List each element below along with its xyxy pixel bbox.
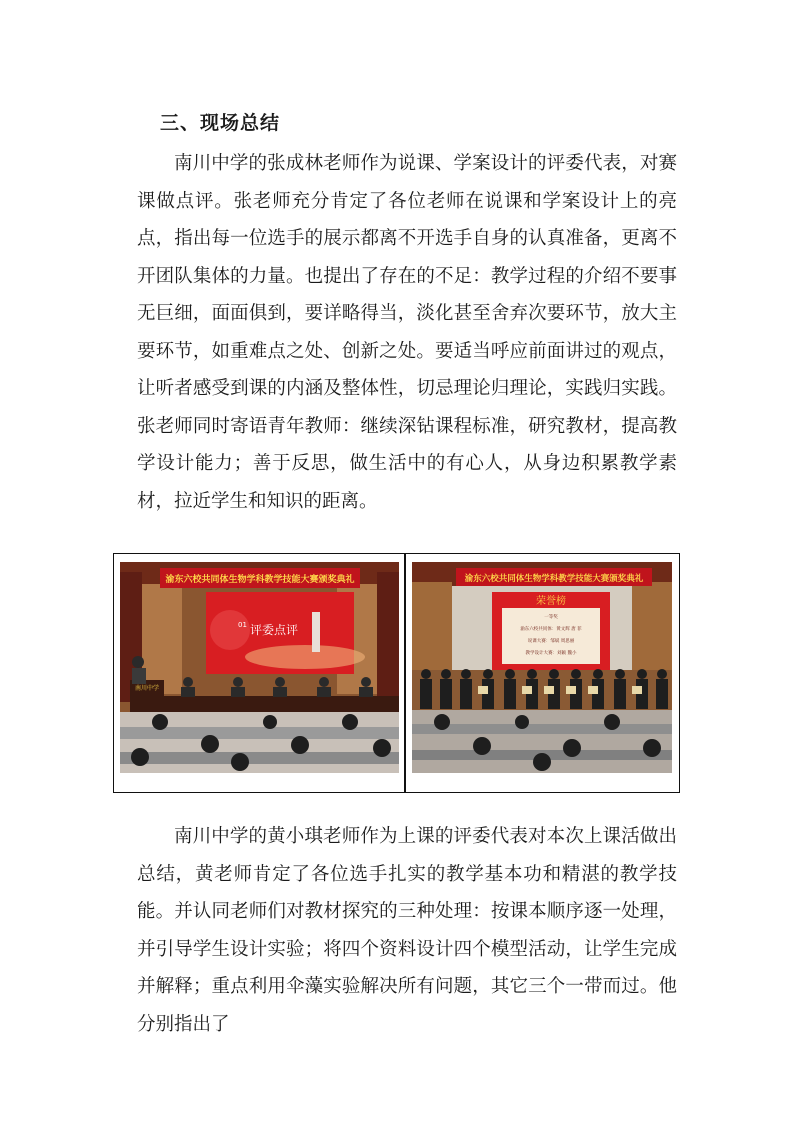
left-screen-number: 01 (238, 621, 247, 629)
photo-award-ceremony (412, 562, 672, 773)
right-screen-title: 荣誉榜 (536, 596, 566, 607)
paragraph-review-zhang: 南川中学的张成林老师作为说课、学案设计的评委代表，对赛课做点评。张老师充分肯定了各位老师在说课和学案设计上的亮点，指出每一位选手的展示都离不开选手自身的认真准备，更离不开团队集体的力量。也提出了存在的不足：教学过程的介绍不要事无巨细，面面俱到，要详略得当，淡化甚至舍弃次要环节，放大主要环节，如重难点之处、创新之处。要适当呼应前面讲过的观点，让听者感受到课的内涵及整体性，切忌理论归理论，实践归实践。张老师同时寄语青年教师：继续深钻课程标准，研究教材，提高教学设计能力；善于反思，做生活中的有心人，从身边积累教学素材，拉近学生和知识的距离。 (137, 153, 677, 512)
right-screen-line-2: 渝东六校共同体：黄文辉 唐 菲 (520, 627, 582, 632)
paragraph-review-huang: 南川中学的黄小琪老师作为上课的评委代表对本次上课活做出总结，黄老师肯定了各位选手扎实的教学基本功和精湛的教学技能。并认同老师们对教材探究的三种处理：按课本顺序逐一处理，并引导学生设计实验；将四个资料设计四个模型活动，让学生完成并解释；重点利用伞藻实验解决所有问题，其它三个一带而过。他分别指出了 (137, 826, 677, 1035)
section-heading: 三、现场总结 (160, 112, 281, 134)
left-podium-text: 南川中学 (134, 685, 160, 692)
right-screen-line-1: 一等奖 (544, 615, 558, 620)
photo-judge-review (120, 562, 399, 773)
right-banner-text: 渝东六校共同体生物学科教学技能大赛颁奖典礼 (464, 574, 644, 584)
photo-divider (404, 553, 406, 793)
left-screen-text: 评委点评 (250, 623, 299, 637)
left-banner-text: 渝东六校共同体生物学科教学技能大赛颁奖典礼 (165, 575, 355, 585)
right-screen-line-4: 教学设计大赛：刘颖 魏小 (525, 651, 577, 656)
right-screen-line-3: 说课大赛：邹斌 周思丽 (527, 639, 575, 644)
